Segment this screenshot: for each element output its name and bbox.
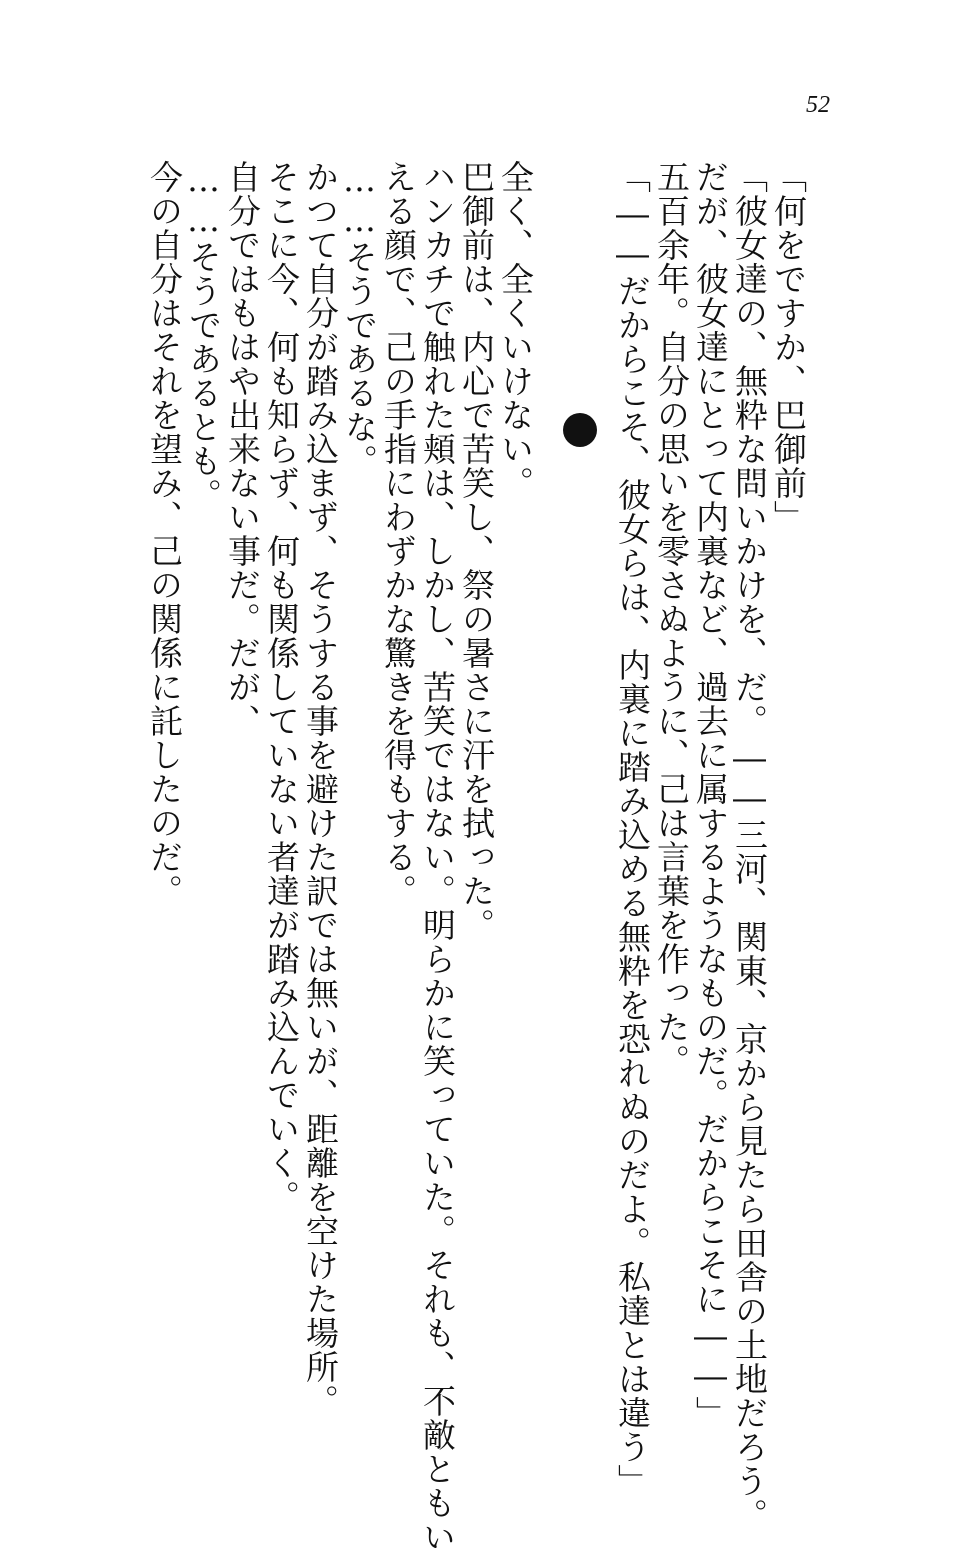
text-column-4: 五百余年。自分の思いを零さぬように、己は言葉を作った。 [652, 160, 691, 1078]
text-column-2: 「彼女達の、無粋な問いかけを、だ。――三河、関東、京から見たら田舎の土地だろう。 [730, 160, 769, 1532]
text-column-9: える顔で、己の手指にわずかな驚きを得もする。 [379, 160, 418, 908]
text-column-7: 巴御前は、内心で苦笑し、祭の暑さに汗を拭った。 [457, 160, 496, 942]
text-column-10: ……そうであるな。 [340, 160, 379, 478]
text-column-14: ……そうであるとも。 [184, 160, 223, 512]
text-column-8: ハンカチで触れた頬は、しかし、苦笑ではない。明らかに笑っていた。それも、不敵ともい [418, 160, 457, 1554]
text-column-13: 自分ではもはや出来ない事だ。だが、 [223, 160, 262, 738]
text-column-11: かつて自分が踏み込まず、そうする事を避けた訳では無いが、距離を空けた場所。 [301, 160, 340, 1418]
page-number: 52 [806, 92, 830, 118]
text-column-1: 「何をですか、巴御前」 [769, 160, 808, 534]
section-break-dot [563, 413, 597, 447]
text-column-3: だが、彼女達にとって内裏など、過去に属するようなものだ。だからこそに――」 [691, 160, 730, 1430]
text-column-5: 「――だからこそ、彼女らは、内裏に踏み込める無粋を恐れぬのだよ。私達とは違う」 [613, 160, 652, 1498]
text-column-6: 全く、全くいけない。 [496, 160, 535, 500]
text-column-12: そこに今、何も知らず、何も関係していない者達が踏み込んでいく。 [262, 160, 301, 1214]
text-column-15: 今の自分はそれを望み、己の関係に託したのだ。 [145, 160, 184, 908]
